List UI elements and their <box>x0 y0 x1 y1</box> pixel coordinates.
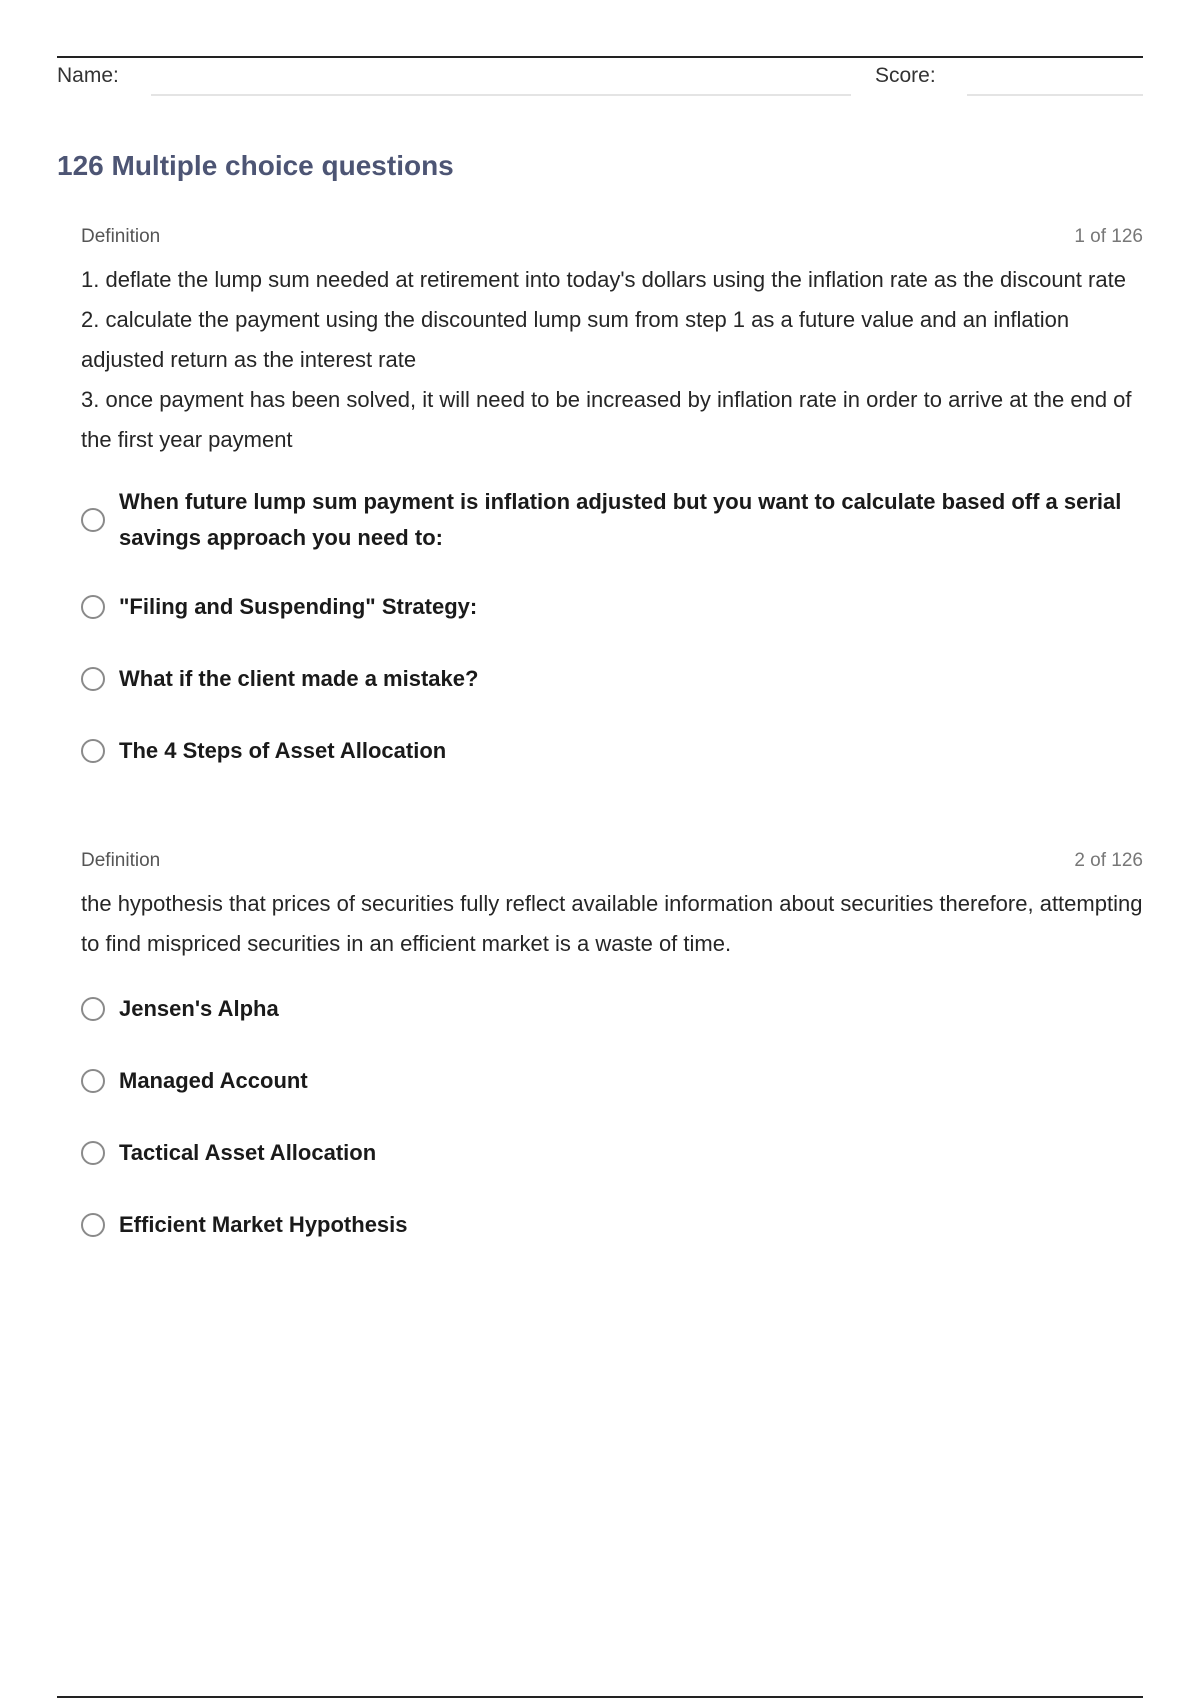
prompt-line: 2. calculate the payment using the discounted lump sum from step 1 as a future value and an inflation adjusted return as the interest rate <box>81 307 1070 372</box>
prompt-line: 1. deflate the lump sum needed at retirement into today's dollars using the inflation rate as the discount rate <box>81 267 1126 292</box>
answer-option[interactable] <box>81 1060 1143 1102</box>
name-field[interactable] <box>151 94 851 96</box>
top-divider <box>57 56 1143 58</box>
answer-option[interactable] <box>81 730 1143 772</box>
prompt-line: 3. once payment has been solved, it will need to be increased by inflation rate in order to arrive at the end of the first year payment <box>81 387 1132 452</box>
radio-button[interactable] <box>81 595 105 619</box>
answer-option-label: What if the client made a mistake? <box>119 666 479 691</box>
answer-options <box>81 484 1143 772</box>
answer-option-label: Tactical Asset Allocation <box>119 1140 377 1165</box>
answer-option-label: Efficient Market Hypothesis <box>119 1212 408 1237</box>
score-label: Score: <box>875 64 936 87</box>
bottom-divider <box>57 1696 1143 1698</box>
question-prompt <box>81 884 1143 964</box>
answer-option[interactable] <box>81 484 1143 556</box>
question-prompt <box>81 260 1143 460</box>
radio-button[interactable] <box>81 1213 105 1237</box>
name-label: Name: <box>57 64 119 87</box>
answer-option[interactable] <box>81 658 1143 700</box>
question-counter: 2 of 126 <box>1074 850 1143 871</box>
answer-option[interactable] <box>81 988 1143 1030</box>
worksheet-page <box>57 0 1143 1700</box>
answer-option[interactable] <box>81 1132 1143 1174</box>
answer-option[interactable] <box>81 586 1143 628</box>
radio-button[interactable] <box>81 1141 105 1165</box>
prompt-line: the hypothesis that prices of securities fully reflect available information about securities therefore, attempting to find mispriced securities in an efficient market is a waste of time. <box>81 891 1143 956</box>
question-counter: 1 of 126 <box>1074 226 1143 247</box>
answer-option-label: The 4 Steps of Asset Allocation <box>119 738 447 763</box>
question-card <box>81 850 1143 1276</box>
radio-button[interactable] <box>81 739 105 763</box>
answer-option-label: When future lump sum payment is inflation adjusted but you want to calculate based off a serial savings approach you need to: <box>119 489 1122 550</box>
radio-button[interactable] <box>81 667 105 691</box>
question-type-label: Definition <box>81 850 161 871</box>
question-type-label: Definition <box>81 226 161 247</box>
page-title: 126 Multiple choice questions <box>57 150 454 181</box>
radio-button[interactable] <box>81 508 105 532</box>
answer-option-label: "Filing and Suspending" Strategy: <box>119 594 478 619</box>
answer-option[interactable] <box>81 1204 1143 1246</box>
radio-button[interactable] <box>81 997 105 1021</box>
radio-button[interactable] <box>81 1069 105 1093</box>
score-field[interactable] <box>967 94 1143 96</box>
answer-option-label: Managed Account <box>119 1068 308 1093</box>
question-card <box>81 226 1143 802</box>
answer-options <box>81 988 1143 1246</box>
answer-option-label: Jensen's Alpha <box>119 996 279 1021</box>
